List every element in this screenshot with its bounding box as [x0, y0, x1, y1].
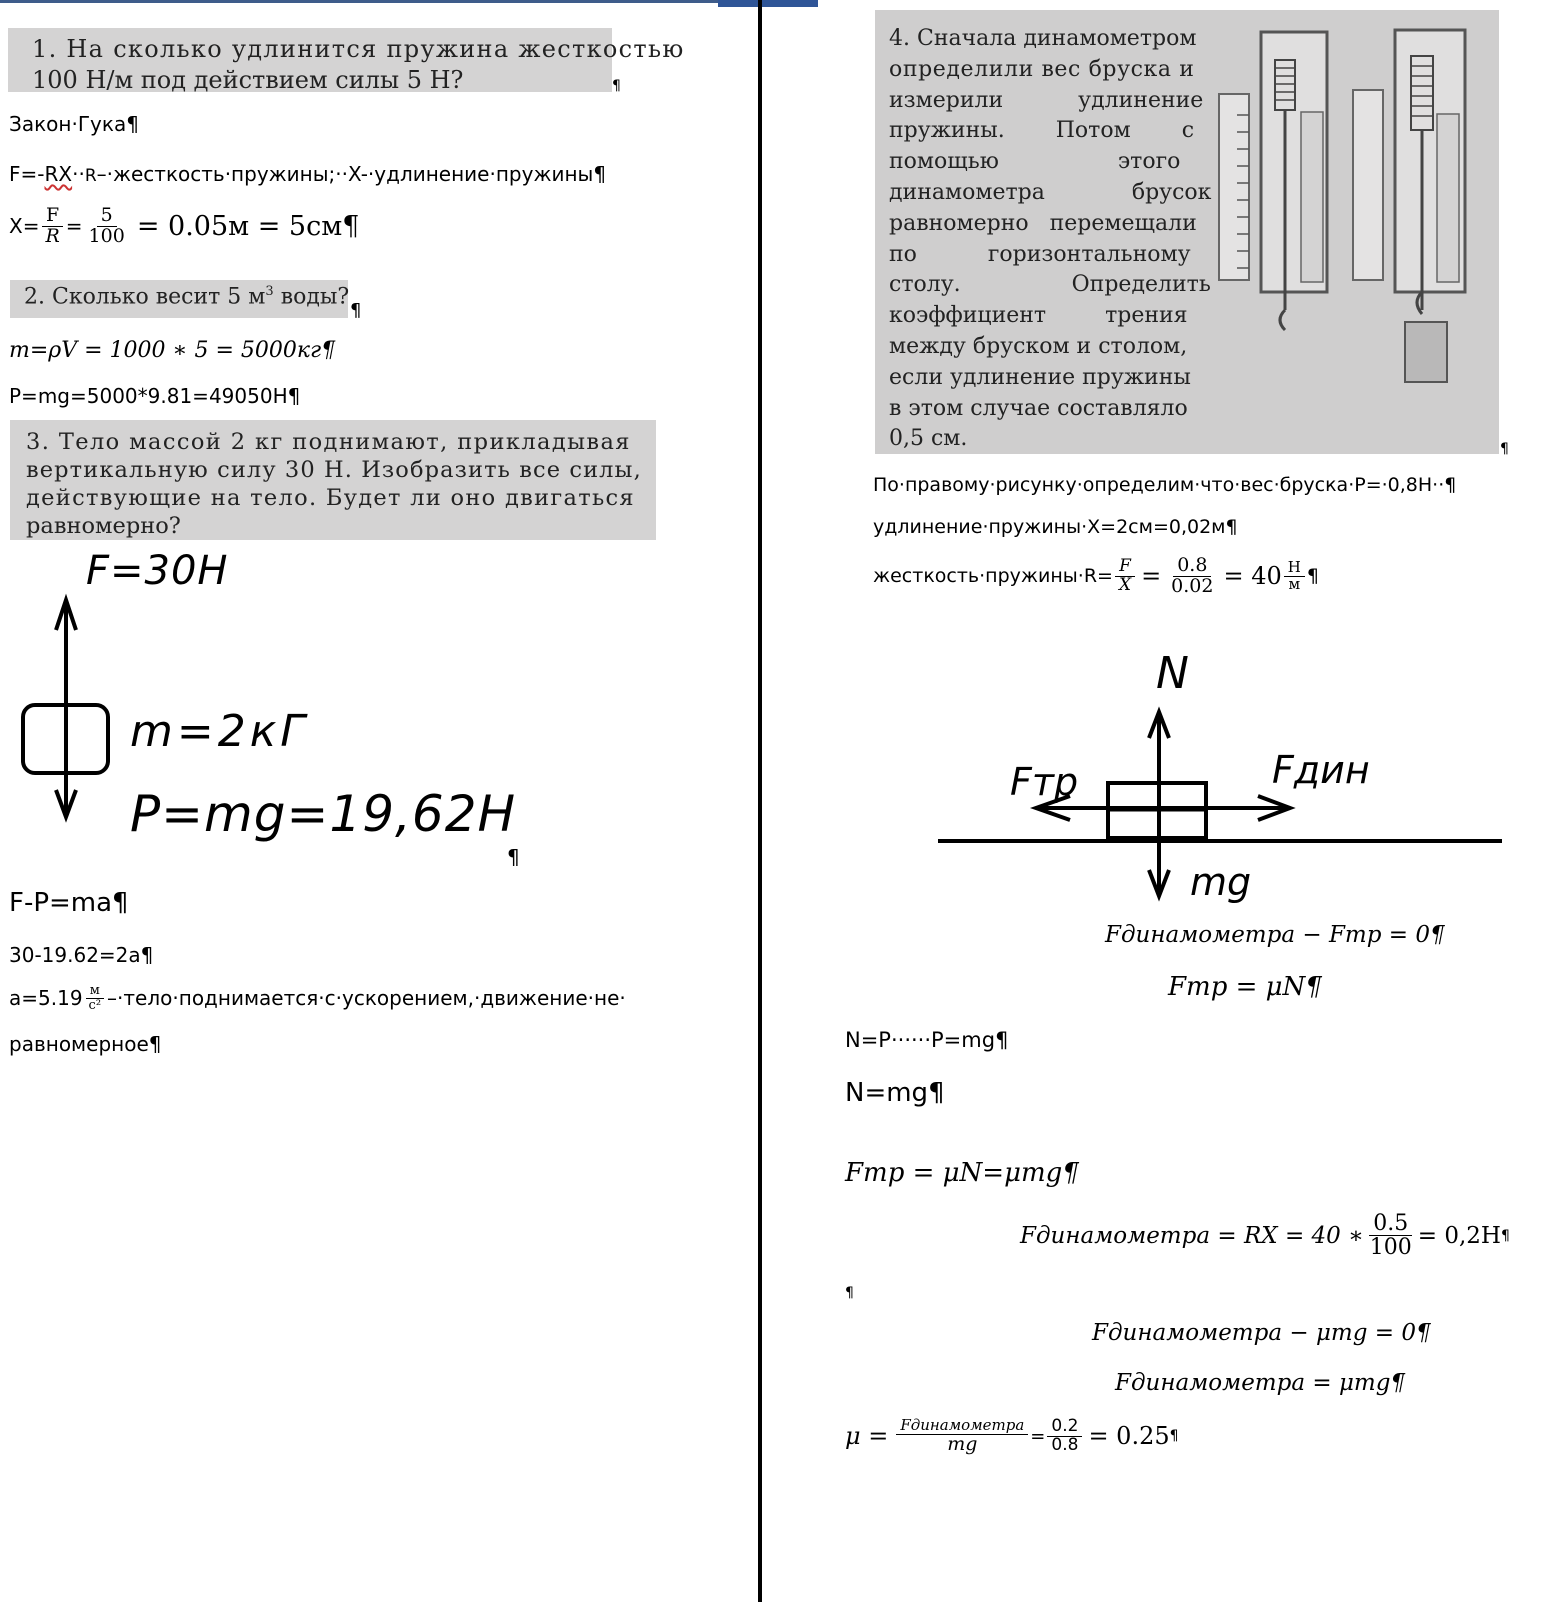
weight-from-figure — [873, 474, 1456, 496]
hand-mass-label: m=2кГ — [130, 706, 309, 757]
left-inner-scale — [1301, 112, 1323, 282]
hooke-law-heading: Закон·Гука¶ — [9, 112, 139, 136]
problem2-text-end: воды? — [273, 284, 350, 310]
pilcrow: ¶ — [1169, 1428, 1179, 1445]
equation-n-equals-p: N=P······P=mg¶ — [845, 1028, 1009, 1052]
column-divider — [758, 0, 762, 1602]
frac-den: mg — [947, 1432, 978, 1455]
pilcrow: ¶ — [1306, 565, 1319, 588]
equation-friction: Fтр = μN¶ — [1168, 972, 1322, 1002]
frac-den: с² — [88, 997, 102, 1013]
problem3-line2: вертикальную силу 30 Н. Изобразить все силы, — [26, 457, 642, 483]
fraction-05-over-100 — [1366, 1212, 1416, 1259]
eq6-rhs: = 0,2Н — [1417, 1222, 1501, 1249]
hand-weight-label: P=mg=19,62H — [130, 785, 517, 843]
accel-desc-line2: равномерное¶ — [9, 1032, 162, 1056]
equation-dyn-force — [1020, 1212, 1510, 1259]
problem2-scan — [10, 280, 348, 318]
problem3-line1: 3. Тело массой 2 кг поднимают, прикладывая — [26, 429, 631, 455]
top-blue-block — [718, 0, 818, 7]
calc-result: = 0.05м = 5см¶ — [136, 210, 360, 242]
calc-eq: = — [65, 214, 83, 239]
fraction-f-over-x — [1115, 558, 1135, 595]
equals-sign: = — [1141, 562, 1162, 591]
eq6-lhs: Fдинамометра = RX = 40 ∗ — [1020, 1222, 1364, 1249]
problem4-line: если удлинение пружины — [889, 364, 1191, 390]
spring-extension: удлинение·пружины·X=2см=0,02м¶ — [873, 516, 1238, 538]
frac-num: 0.5 — [1369, 1212, 1412, 1236]
eq9-lhs: μ = — [845, 1422, 889, 1451]
frac-den: 0.02 — [1171, 574, 1214, 597]
top-border-line — [0, 0, 720, 3]
accel-prefix: a=5.19 — [9, 986, 83, 1011]
problem1-scan — [8, 28, 685, 94]
fraction-5-over-100 — [85, 206, 129, 247]
frac-den: X — [1118, 574, 1132, 595]
equation-balance: Fдинамометра − Fтр = 0¶ — [1105, 922, 1445, 948]
stiffness-unit — [1284, 560, 1305, 593]
equation-friction-mg: Fтр = μN=μmg¶ — [845, 1158, 1079, 1188]
weight-from-figure-text: По·правому·рисунку·определим·что·вес·бруска·P=·0,8Н··¶ — [873, 474, 1457, 496]
problem4-line: столу. Определить — [889, 272, 1211, 298]
spring-stiffness — [873, 556, 1319, 597]
hanging-weight — [1405, 322, 1447, 382]
problem2-text: 2. Сколько весит 5 м — [24, 284, 266, 310]
stiffness-value: = 40 — [1223, 562, 1282, 591]
frac-den: 100 — [88, 224, 125, 247]
fraction-fdyn-over-mg — [896, 1418, 1028, 1455]
frac-den: 0.8 — [1051, 1434, 1079, 1455]
problem3-scan — [10, 420, 656, 540]
pilcrow: ¶ — [612, 78, 621, 94]
hand-friction-label: Fтр — [1010, 760, 1079, 804]
problem4-line: в этом случае составляло — [889, 395, 1188, 421]
right-inner-scale — [1437, 114, 1459, 282]
accel-desc: –·тело·поднимается·с·ускорением,·движение·не· — [107, 986, 626, 1011]
frac-num: 0.2 — [1047, 1418, 1082, 1437]
problem4-line: определили вес бруска и — [889, 56, 1195, 82]
right-scale-strip — [1353, 90, 1383, 280]
equation-dyn-mu: Fдинамометра − μmg = 0¶ — [1092, 1320, 1431, 1346]
frac-num: м — [86, 984, 104, 999]
hooke-formula: F=-RX··R–·жесткость·пружины;··X-·удлинение·пружины¶ — [9, 162, 607, 186]
formula-lhs: F=- — [9, 162, 45, 186]
left-scale-strip — [1219, 94, 1249, 280]
accel-result — [9, 984, 626, 1012]
pilcrow: ¶ — [1500, 441, 1509, 457]
pilcrow: ¶ — [845, 1285, 854, 1301]
problem4-line: пружины. Потом с — [889, 118, 1195, 144]
hand-force-label: F=30H — [86, 548, 229, 594]
accel-calc: 30-19.62=2a¶ — [9, 943, 154, 967]
frac-den: 100 — [1369, 1235, 1412, 1261]
pilcrow: ¶ — [507, 845, 520, 869]
problem1-line1: 1. На сколько удлинится пружина жесткостью — [32, 35, 685, 63]
problem4-line: между бруском и столом, — [889, 333, 1188, 359]
problem1-line2: 100 Н/м под действием силы 5 Н? — [32, 66, 464, 94]
frac-num: 0.8 — [1173, 556, 1211, 577]
equation-n-equals-mg: N=mg¶ — [845, 1078, 945, 1108]
dynamometer-illustration — [1215, 10, 1499, 454]
hand-mg-label: mg — [1190, 860, 1252, 904]
problem3-line4: равномерно? — [26, 513, 181, 539]
problem4-line: 4. Сначала динамометром — [889, 26, 1197, 51]
fraction-08-over-002 — [1167, 556, 1217, 597]
problem4-scan — [875, 10, 1499, 454]
pilcrow: ¶ — [1500, 1227, 1510, 1244]
newton-text: F-P=ma¶ — [9, 888, 129, 918]
frac-num: F — [1115, 558, 1135, 577]
problem4-line: 0,5 см. — [889, 426, 968, 452]
weight-calc: P=mg=5000*9.81=49050Н¶ — [9, 384, 301, 408]
problem4-text — [889, 24, 1212, 454]
problem4-line: коэффициент трения — [889, 303, 1188, 329]
calc-prefix: X= — [9, 214, 40, 239]
fraction-02-over-08 — [1047, 1418, 1082, 1455]
extension-calc — [9, 206, 359, 247]
eq9-eq: = — [1030, 1425, 1046, 1447]
formula-rx: RX — [44, 162, 73, 186]
problem4-line: помощью этого — [889, 149, 1181, 175]
left-hook — [1280, 310, 1285, 330]
cube-sup: 3 — [265, 284, 274, 299]
problem3-line3: действующие на тело. Будет ли оно двигаться — [26, 485, 635, 511]
frac-den: R — [45, 224, 60, 247]
pilcrow: ¶ — [350, 300, 362, 321]
problem4-line: динамометра брусок — [889, 179, 1212, 205]
frac-num: Н — [1284, 560, 1305, 577]
hand-normal-label: N — [1156, 648, 1189, 699]
newton-second-law — [9, 888, 129, 918]
hand-dyn-label: Fдин — [1272, 748, 1370, 792]
problem4-line: измерили удлинение — [889, 87, 1204, 113]
formula-r: R — [84, 166, 97, 186]
equation-dyn-equals-mu: Fдинамометра = μmg¶ — [1115, 1370, 1406, 1396]
problem4-line: по горизонтальному — [889, 241, 1191, 267]
frac-den: м — [1288, 574, 1301, 593]
equation-mu-result — [845, 1418, 1179, 1455]
mass-calc: m=ρV = 1000 ∗ 5 = 5000кг¶ — [9, 338, 336, 363]
frac-num: Fдинамометра — [896, 1418, 1028, 1435]
problem4-line: равномерно перемещали — [889, 210, 1197, 236]
eq9-rhs: = 0.25 — [1088, 1422, 1170, 1451]
frac-num: F — [42, 206, 63, 227]
accel-unit-fraction — [85, 984, 106, 1012]
formula-desc: –·жесткость·пружины;··X-·удлинение·пружины¶ — [96, 162, 607, 186]
frac-num: 5 — [97, 206, 117, 227]
fraction-f-over-r — [41, 206, 63, 247]
stiffness-prefix: жесткость·пружины·R= — [873, 565, 1113, 588]
